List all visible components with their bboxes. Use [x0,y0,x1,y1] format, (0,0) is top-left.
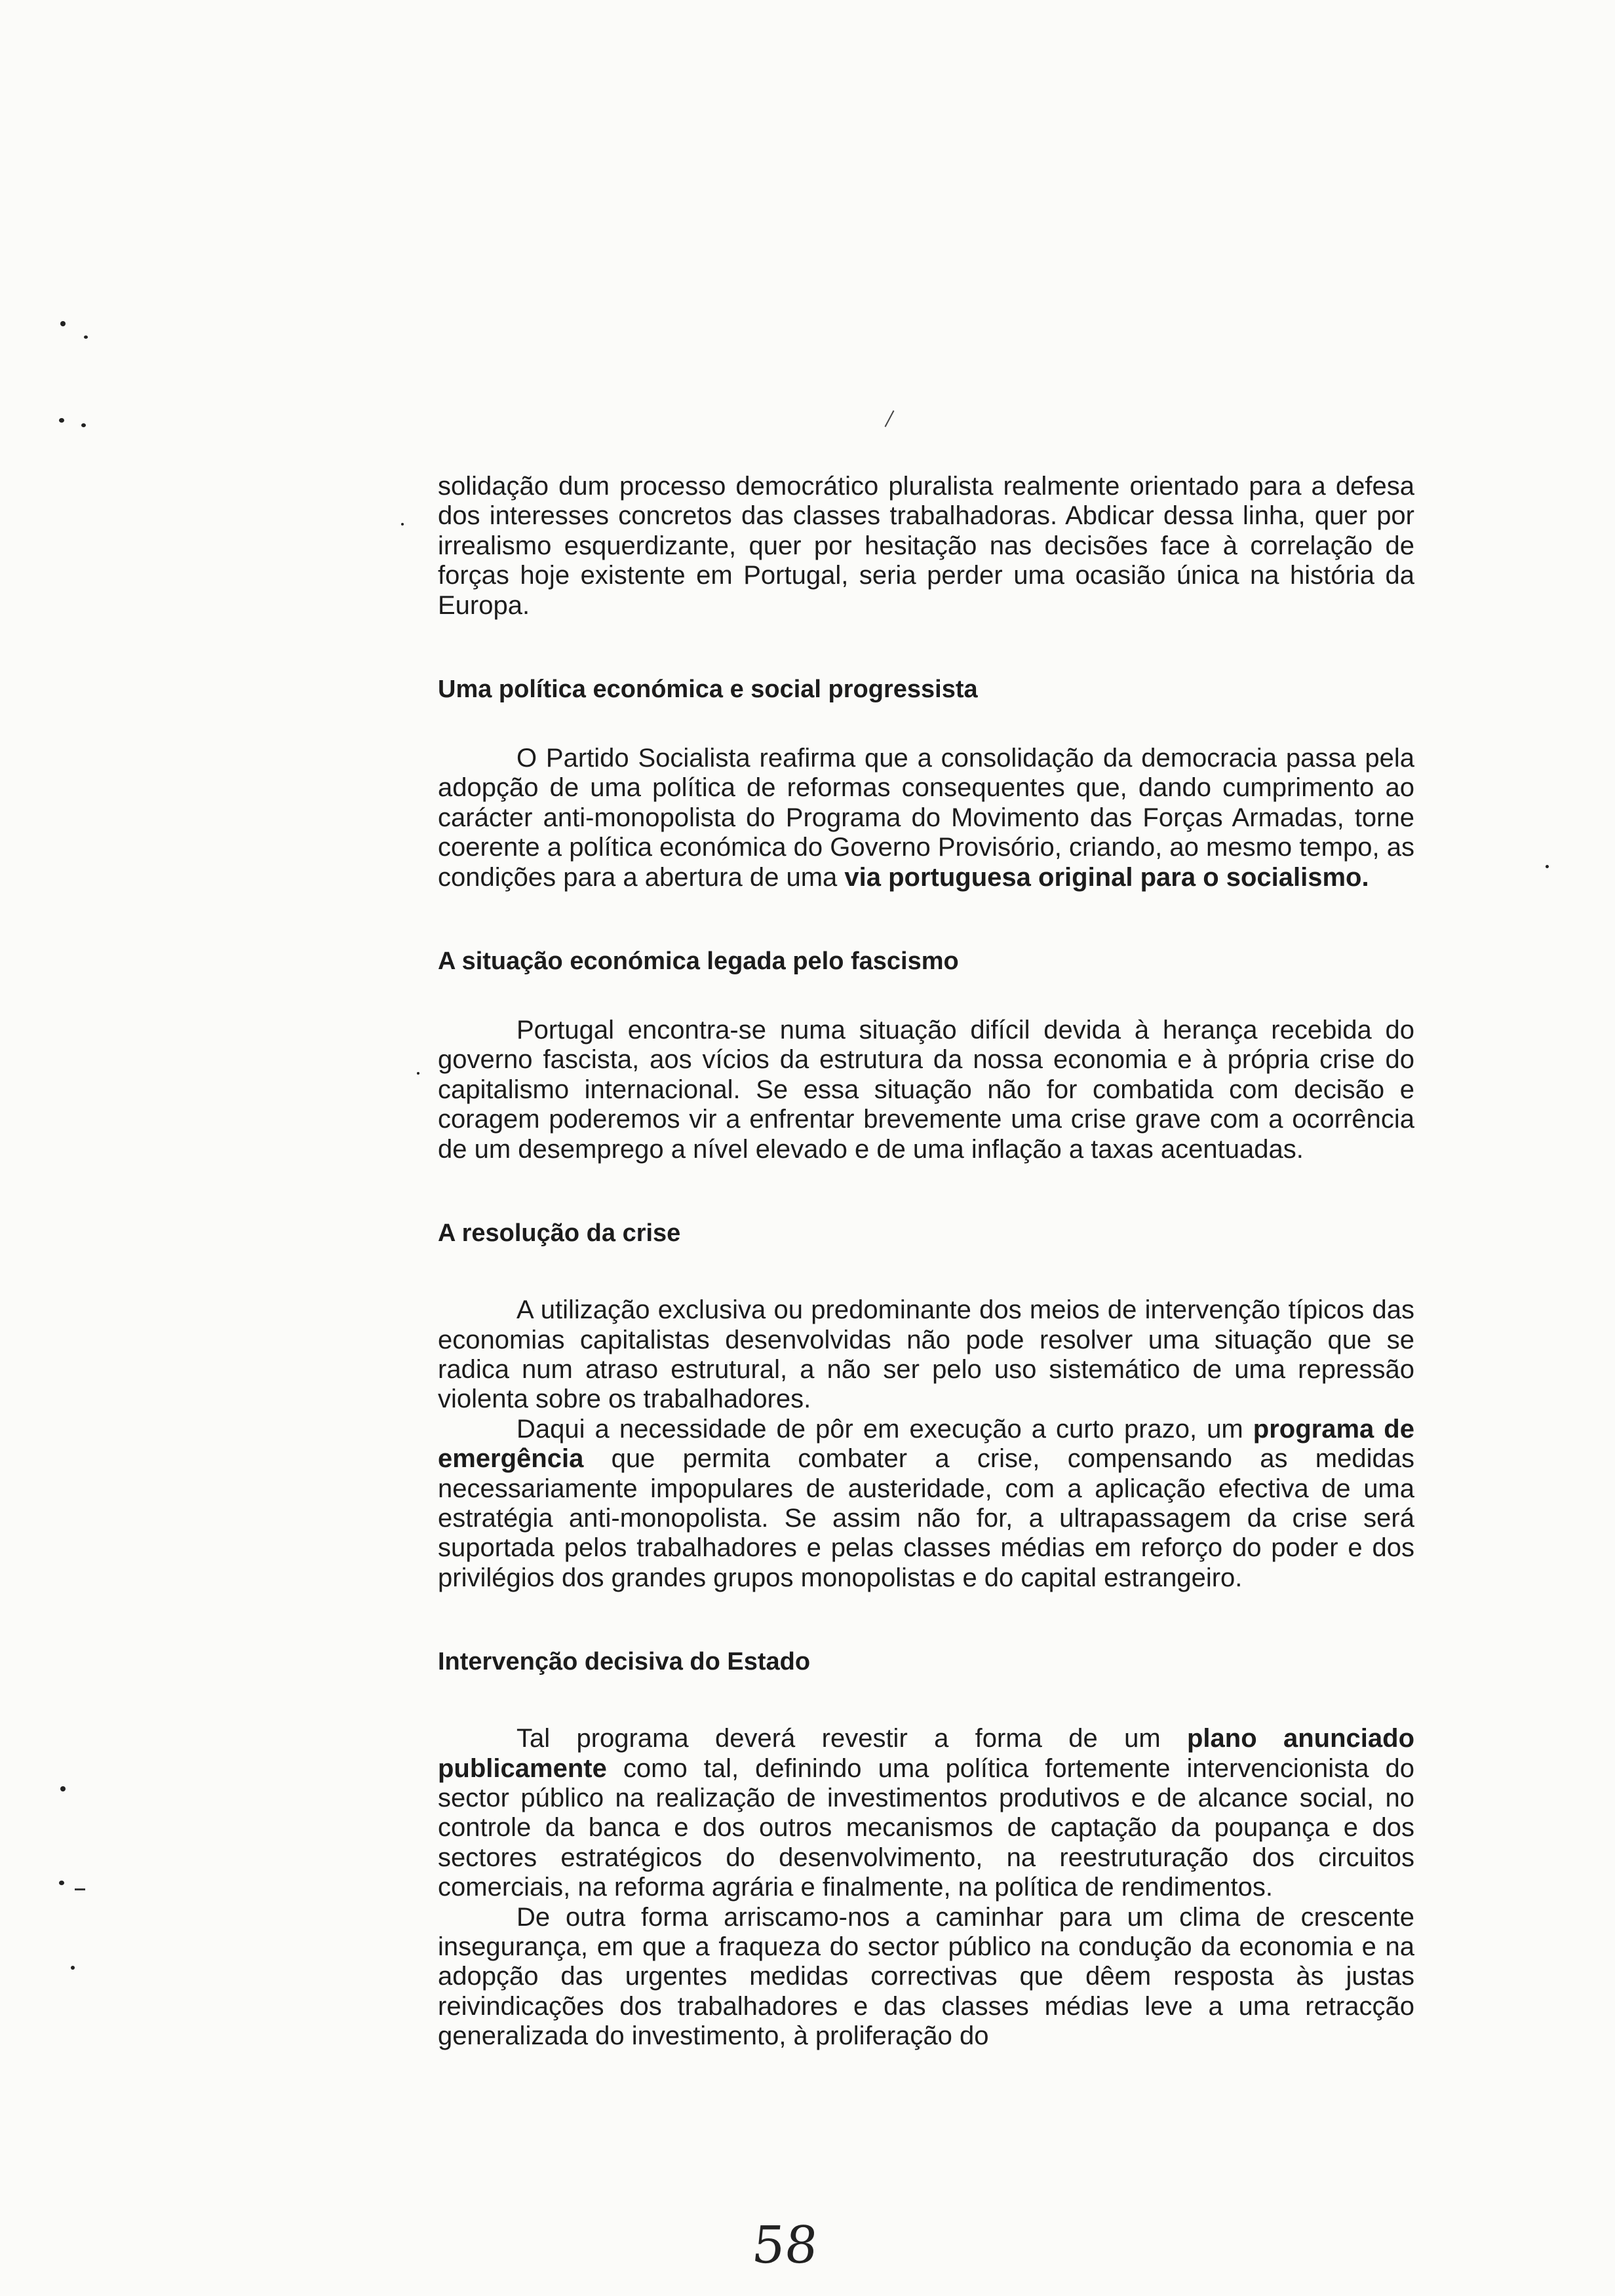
paragraph-text: solidação dum processo democrático pluralista realmente orientado para a defesa dos interesses concretos das classes trabalhadoras. Abdicar dessa linha, quer por irrealismo esquerdizante, quer por hesitação nas decisões face à correlação de forças hoje existente em Portugal, seria perder uma ocasião única na história da Europa. [438,472,1414,620]
section-heading: A resolução da crise [438,1219,681,1248]
scan-speck [59,418,64,423]
paragraph [438,1295,1414,1415]
scan-mark [885,410,895,427]
bold-emphasis: via portuguesa original para o socialismo. [844,862,1369,892]
document-body [438,472,1414,2052]
paragraph [438,1016,1414,1164]
paragraph-text: O Partido Socialista reafirma que a consolidação da democracia passa pela adopção de uma política de reformas consequentes que, dando cumprimento ao carácter anti-monopolista do Programa do Movimento das Forças Armadas, torne coerente a política económica do Governo Provisório, criando, ao mesmo tempo, as condições para a abertura de uma [438,744,1414,892]
paragraph-text: como tal, definindo uma política fortemente intervencionista do sector público na realização de investimentos produtivos e de alcance social, no controle da banca e dos outros mecanismos de captação da poupança e dos sectores estratégicos do desenvolvimento, na reestruturação dos circuitos comerciais, na reforma agrária e finalmente, na política de rendimentos. [438,1753,1414,1902]
paragraph [438,744,1414,892]
paragraph [438,1415,1414,1593]
bold-emphasis: plano anunciado publicamente [438,1724,1414,1783]
scan-speck [60,1786,66,1791]
scan-speck [84,335,88,339]
section-heading: A situação económica legada pelo fascismo [438,947,959,976]
scan-speck [81,423,86,427]
paragraph-text: Tal programa deverá revestir a forma de um [516,1724,1187,1753]
paragraph-text: Portugal encontra-se numa situação difícil devida à herança recebida do governo fascista, aos vícios da estrutura da nossa economia e à própria crise do capitalismo internacional. Se essa situação não for combatida com decisão e coragem poderemos vir a enfrentar brevemente uma crise grave com a ocorrência de um desemprego a nível elevado e de uma inflação a taxas acentuadas. [438,1016,1414,1164]
paragraph-text: Daqui a necessidade de pôr em execução a curto prazo, um [516,1414,1253,1444]
paragraph [438,1903,1414,2052]
handwritten-page-number: 58 [749,2216,821,2275]
scan-speck [71,1966,75,1970]
scan-speck [75,1888,85,1890]
scan-speck [417,1072,419,1075]
section-heading: Uma política económica e social progressista [438,676,978,704]
paragraph-text: De outra forma arriscamo-nos a caminhar para um clima de crescente insegurança, em que a fraqueza do sector público na condução da economia e na adopção das urgentes medidas correctivas que dêem resposta às justas reivindicações dos trabalhadores e das classes médias leve a uma retracção generalizada do investimento, à proliferação do [438,1902,1414,2051]
scan-speck [60,321,66,326]
scan-speck [1546,865,1549,868]
bold-emphasis: programa de emergência [438,1414,1414,1474]
section-heading: Intervenção decisiva do Estado [438,1648,811,1676]
paragraph-text: A utilização exclusiva ou predominante dos meios de intervenção típicos das economias capitalistas desenvolvidas não pode resolver uma situação que se radica num atraso estrutural, a não ser pelo uso sistemático de uma repressão violenta sobre os trabalhadores. [438,1295,1414,1414]
paragraph [438,472,1414,621]
paragraph [438,1724,1414,1902]
scan-speck [401,523,404,526]
paragraph-text: que permita combater a crise, compensando as medidas necessariamente impopulares de austeridade, com a aplicação efectiva de uma estratégia anti-monopolista. Se assim não for, a ultrapassagem da crise será suportada pelos trabalhadores e pelas classes médias em reforço do poder e dos privilégios dos grandes grupos monopolistas e do capital estrangeiro. [438,1444,1414,1592]
scan-speck [59,1881,64,1885]
